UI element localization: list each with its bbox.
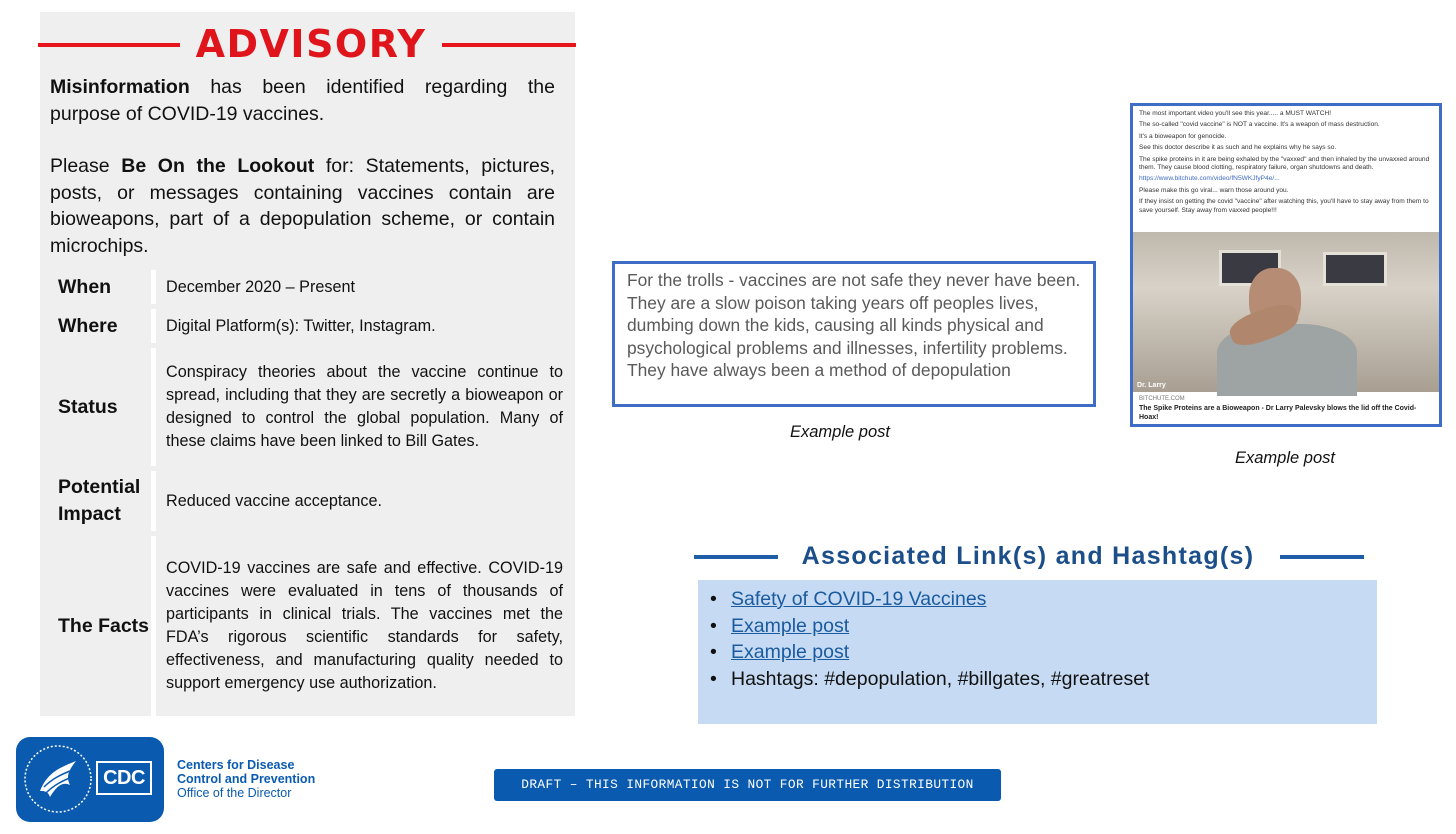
row-value-where: Digital Platform(s): Twitter, Instagram. — [156, 309, 575, 343]
row-value-facts: COVID-19 vaccines are safe and effective. COVID-19 vaccines were evaluated in tens of thousands of participants in clinical trials. The vaccines met the FDA’s rigorous scientific standards for safety, effectiveness, and manufacturing quality needed to support emergency use authorization. — [156, 536, 575, 716]
post-video-title: The Spike Proteins are a Bioweapon - Dr Larry Palevsky blows the lid off the Covid-Hoax! — [1139, 405, 1417, 421]
row-label-where: Where — [46, 309, 156, 343]
links-box — [698, 580, 1377, 724]
post-line: See this doctor describe it as such and he explains why he says so. — [1139, 144, 1337, 152]
example-post-video-screenshot — [1130, 103, 1442, 427]
row-value-when: December 2020 – Present — [156, 270, 575, 304]
misinformation-text: has been identified regarding the purpose of COVID-19 vaccines. — [50, 76, 555, 125]
table-row — [46, 270, 575, 304]
hhs-eagle-icon — [20, 741, 96, 817]
list-item — [708, 639, 1377, 666]
cdc-logo — [16, 737, 164, 822]
hashtags-text: Hashtags: #depopulation, #billgates, #greatreset — [731, 667, 1150, 690]
organization-name — [177, 758, 315, 800]
table-row — [46, 309, 575, 343]
post-line: If they insist on getting the covid "vaccine" after watching this, you'll have to stay away from them to save yourself. Stay away from vaxxed people!!! — [1139, 198, 1429, 214]
example-post-caption: Example post — [1235, 449, 1335, 467]
org-line: Control and Prevention — [177, 772, 316, 786]
row-value-impact: Reduced vaccine acceptance. — [156, 471, 575, 531]
advisory-intro — [50, 74, 555, 285]
links-rule-right — [1280, 555, 1364, 559]
example-post-text-screenshot: For the trolls - vaccines are not safe they never have been. They are a slow poison taking years off peoples lives, dumbing down the kids, causing all kinds physical and psychological problems and illnesses, infertility problems. They have always been a method of depopulation — [612, 261, 1096, 407]
window-shape — [1323, 252, 1387, 286]
post-line: The so-called "covid vaccine" is NOT a vaccine. It's a weapon of mass destruction. — [1139, 121, 1380, 129]
post-link: https://www.bitchute.com/video/fN5WKJfyP4e/... — [1139, 175, 1280, 183]
lookout-prefix: Please — [50, 155, 122, 177]
list-item — [708, 586, 1377, 613]
links-rule-left — [694, 555, 778, 559]
list-item — [708, 613, 1377, 640]
video-name-label: Dr. Larry — [1137, 382, 1166, 389]
advisory-title: ADVISORY — [195, 22, 427, 66]
row-label-facts: The Facts — [46, 536, 156, 716]
example-post-link[interactable]: Example post — [731, 641, 850, 663]
row-label-when: When — [46, 270, 156, 304]
row-value-status: Conspiracy theories about the vaccine continue to spread, including that they are secretly a bioweapon or designed to control the global population. Many of these claims have been linked to Bill Gates. — [156, 348, 575, 466]
video-thumbnail — [1133, 232, 1439, 392]
post-source: BITCHUTE.COM — [1139, 396, 1185, 402]
advisory-rule-right — [442, 43, 576, 47]
post-body — [1139, 110, 1435, 218]
list-item — [708, 666, 1377, 693]
row-label-impact: Potential Impact — [46, 471, 156, 531]
safety-link[interactable]: Safety of COVID-19 Vaccines — [731, 588, 987, 610]
facts-table — [46, 265, 575, 721]
org-line: Centers for Disease — [177, 758, 295, 772]
example-post-caption: Example post — [790, 423, 890, 441]
row-label-status: Status — [46, 348, 156, 466]
org-office: Office of the Director — [177, 786, 292, 800]
post-line: Please make this go viral... warn those around you. — [1139, 186, 1289, 194]
links-heading: Associated Link(s) and Hashtag(s) — [801, 542, 1255, 570]
misinformation-label: Misinformation — [50, 76, 190, 98]
advisory-rule-left — [38, 43, 180, 47]
lookout-text: for: Statements, pictures, posts, or messages containing vaccines contain are bioweapons, part of a depopulation scheme, or contain microchips. — [50, 155, 556, 257]
table-row — [46, 471, 575, 531]
draft-notice-banner: DRAFT – THIS INFORMATION IS NOT FOR FURTHER DISTRIBUTION — [494, 769, 1001, 801]
post-line: The spike proteins in it are being exhaled by the "vaxxed" and then inhaled by the unvaxxed around them. They cause blood clotting, respiratory failure, organ shutdowns and death. — [1139, 155, 1430, 172]
lookout-label: Be On the Lookout — [121, 155, 315, 177]
table-row — [46, 536, 575, 716]
misinformation-statement — [50, 74, 555, 127]
example-post-link[interactable]: Example post — [731, 614, 850, 637]
links-list — [708, 586, 1377, 692]
table-row — [46, 348, 575, 466]
post-line: It's a bioweapon for genocide. — [1139, 132, 1227, 140]
cdc-wordmark: CDC — [96, 761, 152, 795]
lookout-statement — [50, 153, 555, 259]
post-line: The most important video you'll see this year..... a MUST WATCH! — [1139, 110, 1332, 117]
